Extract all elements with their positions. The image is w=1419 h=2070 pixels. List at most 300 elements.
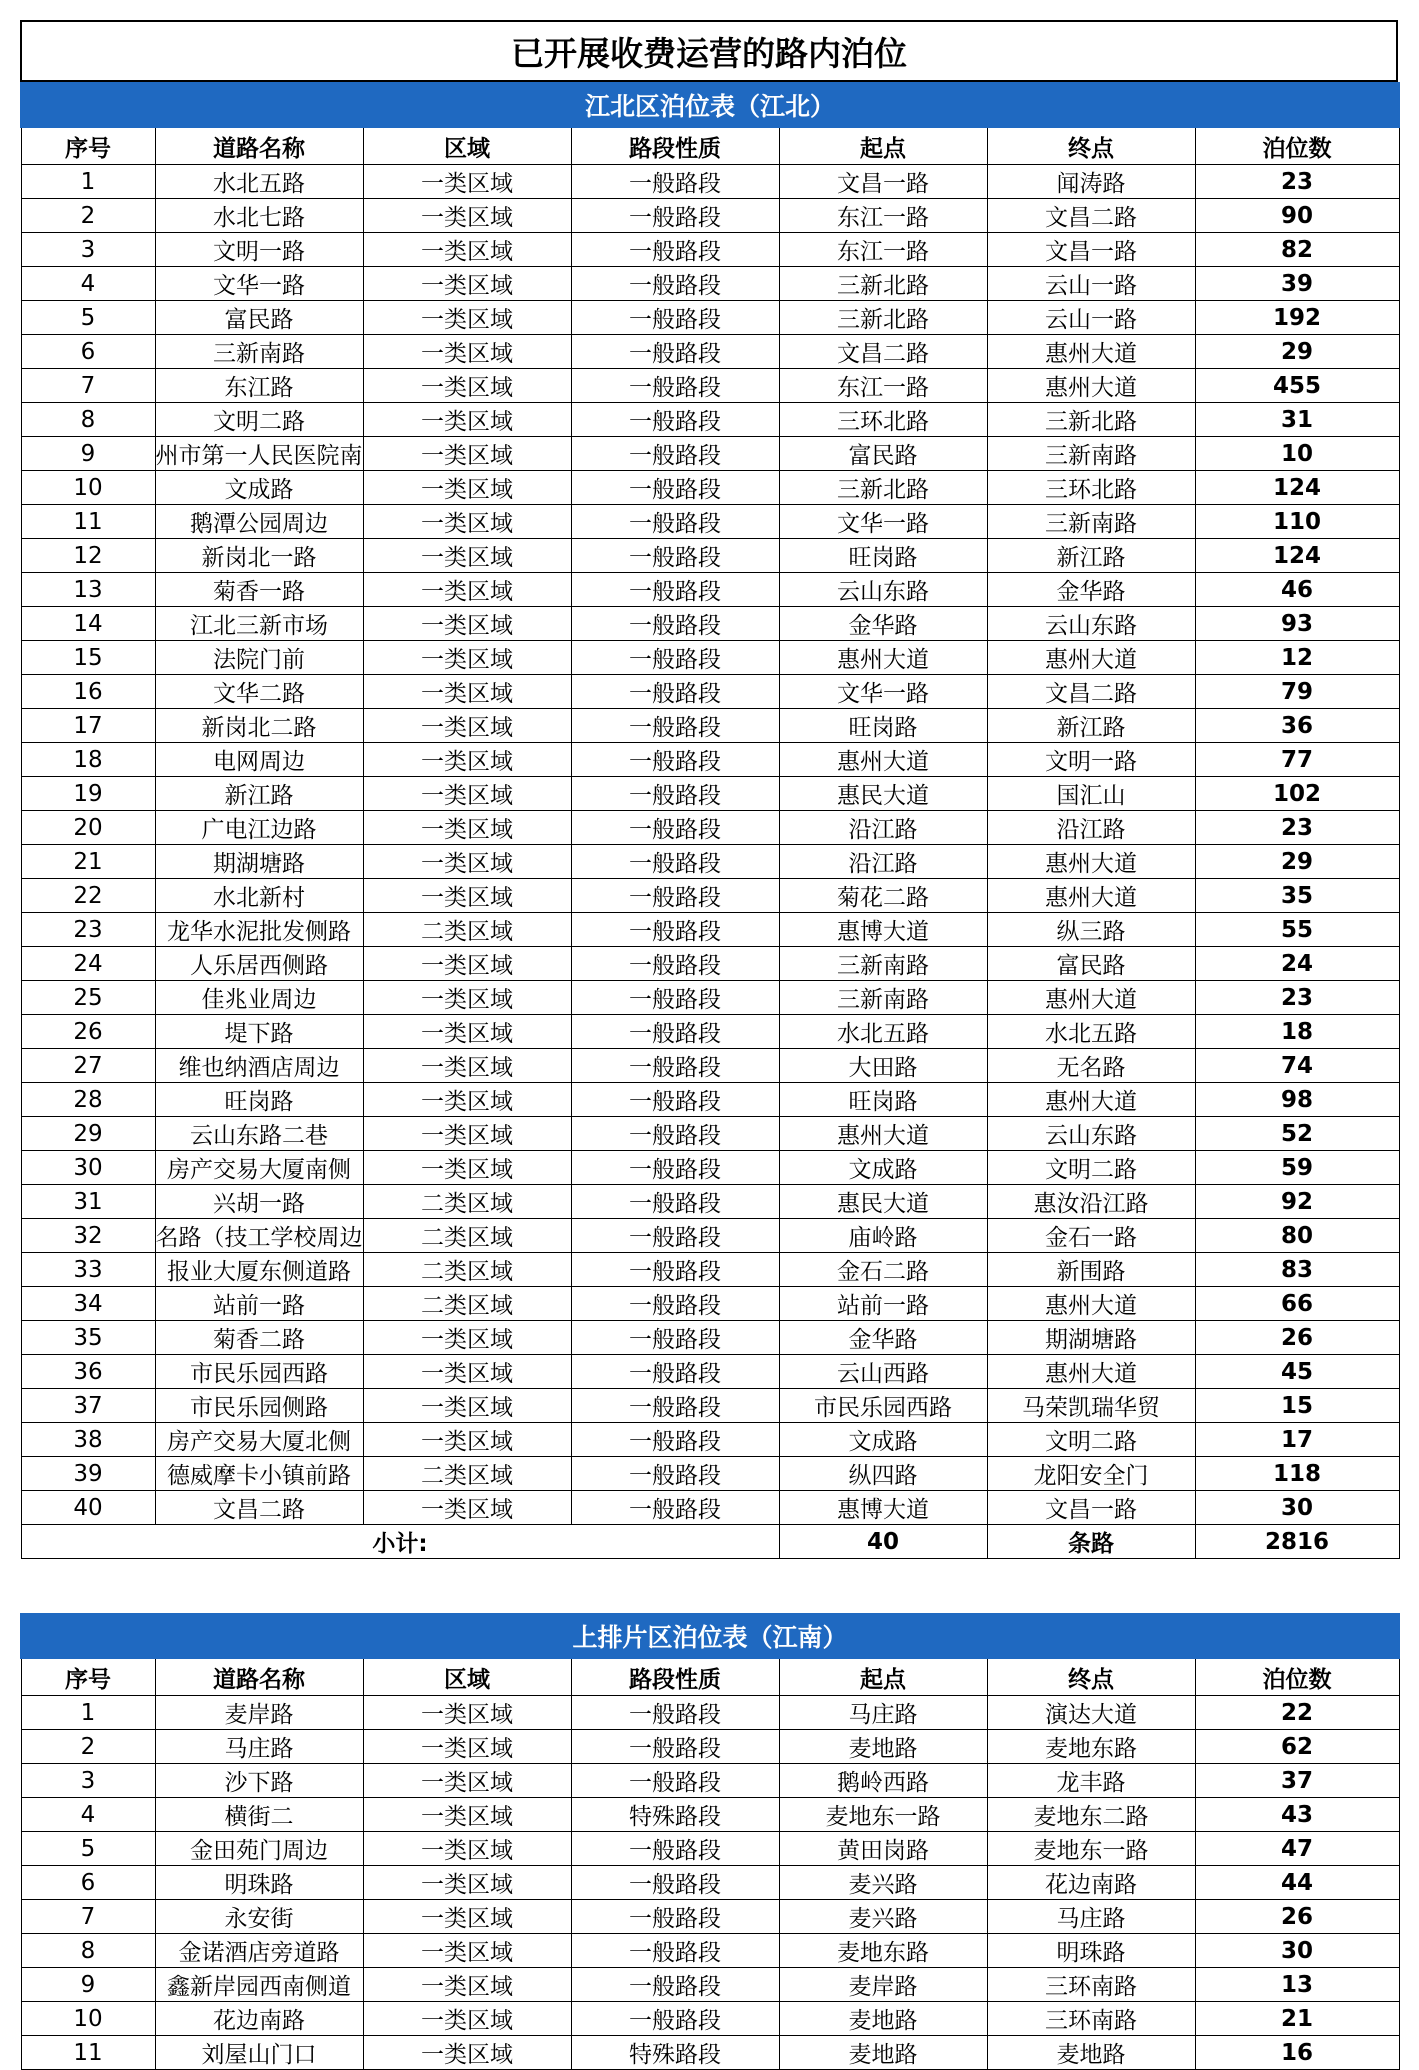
cell-start: 惠博大道 — [779, 1491, 987, 1525]
cell-index: 26 — [21, 1015, 155, 1049]
cell-index: 3 — [21, 233, 155, 267]
cell-zone: 二类区域 — [363, 913, 571, 947]
cell-segment-type: 一般路段 — [571, 1389, 779, 1423]
cell-start: 惠博大道 — [779, 913, 987, 947]
cell-end: 惠州大道 — [987, 845, 1195, 879]
cell-road-name: 水北五路 — [155, 165, 363, 199]
cell-berths: 55 — [1195, 913, 1399, 947]
table-row — [21, 1355, 1399, 1389]
cell-berths: 124 — [1195, 539, 1399, 573]
cell-berths: 77 — [1195, 743, 1399, 777]
cell-index: 13 — [21, 573, 155, 607]
cell-segment-type: 一般路段 — [571, 505, 779, 539]
cell-zone: 一类区域 — [363, 165, 571, 199]
cell-segment-type: 一般路段 — [571, 437, 779, 471]
cell-zone: 二类区域 — [363, 1253, 571, 1287]
cell-end: 新江路 — [987, 709, 1195, 743]
cell-berths: 22 — [1195, 1696, 1399, 1730]
cell-zone: 一类区域 — [363, 743, 571, 777]
cell-segment-type: 一般路段 — [571, 1117, 779, 1151]
cell-end: 惠州大道 — [987, 981, 1195, 1015]
cell-start: 金华路 — [779, 1321, 987, 1355]
cell-segment-type: 一般路段 — [571, 165, 779, 199]
cell-end: 三环南路 — [987, 1968, 1195, 2002]
cell-segment-type: 一般路段 — [571, 641, 779, 675]
table-row — [21, 1866, 1399, 1900]
table-row — [21, 1117, 1399, 1151]
cell-road-name: 马庄路 — [155, 1730, 363, 1764]
cell-end: 三新北路 — [987, 403, 1195, 437]
cell-road-name: 沙下路 — [155, 1764, 363, 1798]
cell-segment-type: 一般路段 — [571, 811, 779, 845]
cell-berths: 10 — [1195, 437, 1399, 471]
cell-index: 40 — [21, 1491, 155, 1525]
cell-index: 32 — [21, 1219, 155, 1253]
cell-segment-type: 一般路段 — [571, 2002, 779, 2036]
cell-segment-type: 一般路段 — [571, 1049, 779, 1083]
cell-zone: 一类区域 — [363, 1049, 571, 1083]
cell-start: 麦地东路 — [779, 1934, 987, 1968]
cell-berths: 52 — [1195, 1117, 1399, 1151]
cell-road-name: 维也纳酒店周边 — [155, 1049, 363, 1083]
cell-index: 19 — [21, 777, 155, 811]
cell-segment-type: 一般路段 — [571, 709, 779, 743]
cell-zone: 一类区域 — [363, 1968, 571, 2002]
cell-segment-type: 一般路段 — [571, 913, 779, 947]
cell-road-name: 菊香二路 — [155, 1321, 363, 1355]
cell-berths: 21 — [1195, 2002, 1399, 2036]
cell-berths: 37 — [1195, 1764, 1399, 1798]
cell-road-name: 水北七路 — [155, 199, 363, 233]
cell-end: 惠州大道 — [987, 1083, 1195, 1117]
cell-zone: 一类区域 — [363, 1423, 571, 1457]
cell-road-name: 鹅潭公园周边 — [155, 505, 363, 539]
cell-road-name: 州市第一人民医院南 — [155, 437, 363, 471]
cell-end: 龙丰路 — [987, 1764, 1195, 1798]
cell-index: 8 — [21, 1934, 155, 1968]
cell-start: 旺岗路 — [779, 1083, 987, 1117]
cell-end: 文明一路 — [987, 743, 1195, 777]
cell-index: 35 — [21, 1321, 155, 1355]
cell-end: 马庄路 — [987, 1900, 1195, 1934]
cell-index: 4 — [21, 1798, 155, 1832]
cell-end: 富民路 — [987, 947, 1195, 981]
cell-road-name: 市民乐园西路 — [155, 1355, 363, 1389]
cell-end: 文明二路 — [987, 1151, 1195, 1185]
cell-index: 18 — [21, 743, 155, 777]
cell-zone: 一类区域 — [363, 1015, 571, 1049]
cell-road-name: 三新南路 — [155, 335, 363, 369]
table-row — [21, 1253, 1399, 1287]
table-row — [21, 811, 1399, 845]
cell-segment-type: 一般路段 — [571, 1968, 779, 2002]
cell-road-name: 文昌二路 — [155, 1491, 363, 1525]
cell-index: 34 — [21, 1287, 155, 1321]
cell-road-name: 报业大厦东侧道路 — [155, 1253, 363, 1287]
cell-index: 2 — [21, 199, 155, 233]
cell-index: 25 — [21, 981, 155, 1015]
cell-berths: 44 — [1195, 1866, 1399, 1900]
cell-start: 三新南路 — [779, 947, 987, 981]
table-row — [21, 1798, 1399, 1832]
cell-end: 花边南路 — [987, 1866, 1195, 1900]
cell-road-name: 兴胡一路 — [155, 1185, 363, 1219]
table-row — [21, 539, 1399, 573]
cell-start: 庙岭路 — [779, 1219, 987, 1253]
table-row — [21, 709, 1399, 743]
cell-berths: 35 — [1195, 879, 1399, 913]
cell-road-name: 市民乐园侧路 — [155, 1389, 363, 1423]
cell-zone: 一类区域 — [363, 641, 571, 675]
cell-start: 站前一路 — [779, 1287, 987, 1321]
cell-berths: 12 — [1195, 641, 1399, 675]
cell-road-name: 站前一路 — [155, 1287, 363, 1321]
table-row — [21, 165, 1399, 199]
cell-index: 38 — [21, 1423, 155, 1457]
cell-berths: 90 — [1195, 199, 1399, 233]
cell-zone: 一类区域 — [363, 1083, 571, 1117]
cell-road-name: 云山东路二巷 — [155, 1117, 363, 1151]
cell-berths: 92 — [1195, 1185, 1399, 1219]
cell-zone: 一类区域 — [363, 1117, 571, 1151]
table-row — [21, 2036, 1399, 2070]
cell-index: 21 — [21, 845, 155, 879]
cell-zone: 一类区域 — [363, 505, 571, 539]
cell-start: 惠民大道 — [779, 1185, 987, 1219]
cell-zone: 二类区域 — [363, 1185, 571, 1219]
cell-end: 文明二路 — [987, 1423, 1195, 1457]
cell-start: 麦岸路 — [779, 1968, 987, 2002]
cell-end: 三新南路 — [987, 505, 1195, 539]
cell-end: 文昌一路 — [987, 233, 1195, 267]
cell-berths: 13 — [1195, 1968, 1399, 2002]
cell-end: 惠汝沿江路 — [987, 1185, 1195, 1219]
cell-start: 三环北路 — [779, 403, 987, 437]
cell-segment-type: 一般路段 — [571, 1491, 779, 1525]
cell-index: 33 — [21, 1253, 155, 1287]
cell-segment-type: 一般路段 — [571, 675, 779, 709]
cell-start: 文成路 — [779, 1423, 987, 1457]
cell-segment-type: 一般路段 — [571, 1151, 779, 1185]
cell-berths: 118 — [1195, 1457, 1399, 1491]
table-row — [21, 437, 1399, 471]
cell-start: 文华一路 — [779, 505, 987, 539]
col-header-zone: 区域 — [363, 1658, 571, 1696]
cell-zone: 一类区域 — [363, 1491, 571, 1525]
cell-zone: 一类区域 — [363, 539, 571, 573]
cell-index: 31 — [21, 1185, 155, 1219]
cell-index: 28 — [21, 1083, 155, 1117]
cell-end: 新江路 — [987, 539, 1195, 573]
table-banner: 上排片区泊位表（江南） — [21, 1614, 1399, 1658]
cell-start: 文昌二路 — [779, 335, 987, 369]
cell-index: 11 — [21, 2036, 155, 2070]
cell-zone: 一类区域 — [363, 1798, 571, 1832]
cell-berths: 26 — [1195, 1900, 1399, 1934]
cell-end: 沿江路 — [987, 811, 1195, 845]
cell-end: 文昌一路 — [987, 1491, 1195, 1525]
cell-start: 麦地路 — [779, 2002, 987, 2036]
cell-index: 7 — [21, 1900, 155, 1934]
cell-index: 22 — [21, 879, 155, 913]
cell-index: 11 — [21, 505, 155, 539]
cell-start: 麦兴路 — [779, 1900, 987, 1934]
cell-segment-type: 一般路段 — [571, 1696, 779, 1730]
cell-berths: 24 — [1195, 947, 1399, 981]
col-header-start: 起点 — [779, 127, 987, 165]
cell-end: 惠州大道 — [987, 1287, 1195, 1321]
table-row — [21, 675, 1399, 709]
table-row — [21, 199, 1399, 233]
cell-zone: 一类区域 — [363, 267, 571, 301]
cell-zone: 一类区域 — [363, 675, 571, 709]
table-row — [21, 267, 1399, 301]
shangpai-parking-table — [20, 1613, 1400, 2070]
cell-start: 麦地路 — [779, 1730, 987, 1764]
cell-segment-type: 一般路段 — [571, 573, 779, 607]
cell-start: 富民路 — [779, 437, 987, 471]
cell-segment-type: 一般路段 — [571, 1423, 779, 1457]
table-row — [21, 743, 1399, 777]
cell-start: 文成路 — [779, 1151, 987, 1185]
table-row — [21, 913, 1399, 947]
cell-berths: 59 — [1195, 1151, 1399, 1185]
cell-segment-type: 一般路段 — [571, 403, 779, 437]
cell-segment-type: 一般路段 — [571, 539, 779, 573]
cell-road-name: 电网周边 — [155, 743, 363, 777]
cell-zone: 一类区域 — [363, 573, 571, 607]
cell-index: 30 — [21, 1151, 155, 1185]
cell-road-name: 金田苑门周边 — [155, 1832, 363, 1866]
cell-start: 文昌一路 — [779, 165, 987, 199]
cell-index: 4 — [21, 267, 155, 301]
col-header-index: 序号 — [21, 127, 155, 165]
cell-road-name: 名路（技工学校周边 — [155, 1219, 363, 1253]
cell-berths: 15 — [1195, 1389, 1399, 1423]
cell-end: 惠州大道 — [987, 1355, 1195, 1389]
cell-end: 云山东路 — [987, 607, 1195, 641]
cell-start: 马庄路 — [779, 1696, 987, 1730]
cell-road-name: 文成路 — [155, 471, 363, 505]
cell-end: 演达大道 — [987, 1696, 1195, 1730]
cell-road-name: 刘屋山门口 — [155, 2036, 363, 2070]
cell-road-name: 文明二路 — [155, 403, 363, 437]
col-header-road: 道路名称 — [155, 127, 363, 165]
cell-berths: 36 — [1195, 709, 1399, 743]
cell-berths: 23 — [1195, 811, 1399, 845]
table-row — [21, 369, 1399, 403]
cell-start: 东江一路 — [779, 369, 987, 403]
col-header-berths: 泊位数 — [1195, 127, 1399, 165]
cell-zone: 一类区域 — [363, 1151, 571, 1185]
cell-segment-type: 一般路段 — [571, 777, 779, 811]
cell-berths: 62 — [1195, 1730, 1399, 1764]
cell-segment-type: 一般路段 — [571, 1355, 779, 1389]
cell-berths: 110 — [1195, 505, 1399, 539]
cell-end: 文昌二路 — [987, 675, 1195, 709]
cell-segment-type: 一般路段 — [571, 1015, 779, 1049]
cell-zone: 一类区域 — [363, 233, 571, 267]
cell-road-name: 人乐居西侧路 — [155, 947, 363, 981]
table-row — [21, 1900, 1399, 1934]
cell-berths: 31 — [1195, 403, 1399, 437]
col-header-segment-type: 路段性质 — [571, 127, 779, 165]
cell-berths: 192 — [1195, 301, 1399, 335]
cell-index: 27 — [21, 1049, 155, 1083]
table-row — [21, 1083, 1399, 1117]
cell-segment-type: 一般路段 — [571, 845, 779, 879]
cell-end: 惠州大道 — [987, 335, 1195, 369]
cell-start: 三新北路 — [779, 471, 987, 505]
cell-index: 10 — [21, 2002, 155, 2036]
cell-index: 14 — [21, 607, 155, 641]
table-row — [21, 1696, 1399, 1730]
col-header-end: 终点 — [987, 127, 1195, 165]
cell-zone: 二类区域 — [363, 1457, 571, 1491]
cell-start: 纵四路 — [779, 1457, 987, 1491]
cell-zone: 一类区域 — [363, 947, 571, 981]
col-header-end: 终点 — [987, 1658, 1195, 1696]
cell-start: 菊花二路 — [779, 879, 987, 913]
cell-zone: 一类区域 — [363, 1321, 571, 1355]
subtotal-total: 2816 — [1195, 1525, 1399, 1559]
cell-road-name: 期湖塘路 — [155, 845, 363, 879]
cell-berths: 93 — [1195, 607, 1399, 641]
cell-road-name: 新江路 — [155, 777, 363, 811]
cell-end: 新围路 — [987, 1253, 1195, 1287]
cell-segment-type: 一般路段 — [571, 1083, 779, 1117]
cell-start: 惠民大道 — [779, 777, 987, 811]
cell-end: 三环南路 — [987, 2002, 1195, 2036]
cell-segment-type: 一般路段 — [571, 1764, 779, 1798]
cell-start: 黄田岗路 — [779, 1832, 987, 1866]
subtotal-count: 40 — [779, 1525, 987, 1559]
subtotal-unit: 条路 — [987, 1525, 1195, 1559]
cell-road-name: 房产交易大厦南侧 — [155, 1151, 363, 1185]
table-row — [21, 505, 1399, 539]
table-row — [21, 1015, 1399, 1049]
cell-road-name: 房产交易大厦北侧 — [155, 1423, 363, 1457]
table-row — [21, 573, 1399, 607]
cell-start: 麦地路 — [779, 2036, 987, 2070]
cell-berths: 47 — [1195, 1832, 1399, 1866]
cell-end: 纵三路 — [987, 913, 1195, 947]
cell-end: 无名路 — [987, 1049, 1195, 1083]
cell-index: 12 — [21, 539, 155, 573]
table-row — [21, 1457, 1399, 1491]
cell-segment-type: 一般路段 — [571, 879, 779, 913]
cell-zone: 一类区域 — [363, 607, 571, 641]
table-row — [21, 1832, 1399, 1866]
cell-road-name: 新岗北二路 — [155, 709, 363, 743]
cell-index: 15 — [21, 641, 155, 675]
cell-index: 1 — [21, 165, 155, 199]
cell-index: 20 — [21, 811, 155, 845]
cell-index: 2 — [21, 1730, 155, 1764]
cell-zone: 一类区域 — [363, 1389, 571, 1423]
col-header-zone: 区域 — [363, 127, 571, 165]
cell-zone: 一类区域 — [363, 709, 571, 743]
table-row — [21, 1764, 1399, 1798]
cell-index: 16 — [21, 675, 155, 709]
cell-index: 9 — [21, 1968, 155, 2002]
cell-segment-type: 一般路段 — [571, 199, 779, 233]
cell-end: 惠州大道 — [987, 369, 1195, 403]
cell-berths: 26 — [1195, 1321, 1399, 1355]
cell-segment-type: 一般路段 — [571, 335, 779, 369]
cell-segment-type: 一般路段 — [571, 1321, 779, 1355]
cell-zone: 一类区域 — [363, 1900, 571, 1934]
cell-road-name: 文华一路 — [155, 267, 363, 301]
cell-berths: 30 — [1195, 1934, 1399, 1968]
table-row — [21, 1321, 1399, 1355]
table-row — [21, 1287, 1399, 1321]
cell-zone: 一类区域 — [363, 199, 571, 233]
cell-zone: 二类区域 — [363, 1287, 571, 1321]
cell-berths: 43 — [1195, 1798, 1399, 1832]
cell-index: 17 — [21, 709, 155, 743]
cell-segment-type: 一般路段 — [571, 947, 779, 981]
cell-start: 惠州大道 — [779, 743, 987, 777]
cell-index: 6 — [21, 335, 155, 369]
table-row — [21, 2002, 1399, 2036]
col-header-segment-type: 路段性质 — [571, 1658, 779, 1696]
cell-berths: 124 — [1195, 471, 1399, 505]
cell-zone: 一类区域 — [363, 2036, 571, 2070]
cell-berths: 46 — [1195, 573, 1399, 607]
cell-index: 1 — [21, 1696, 155, 1730]
cell-segment-type: 一般路段 — [571, 267, 779, 301]
table-row — [21, 233, 1399, 267]
jiangbei-parking-table — [20, 82, 1400, 1559]
table-row — [21, 1968, 1399, 2002]
table-row — [21, 403, 1399, 437]
table-row — [21, 1730, 1399, 1764]
cell-start: 大田路 — [779, 1049, 987, 1083]
cell-segment-type: 一般路段 — [571, 1730, 779, 1764]
cell-zone: 一类区域 — [363, 1696, 571, 1730]
cell-segment-type: 特殊路段 — [571, 2036, 779, 2070]
cell-index: 23 — [21, 913, 155, 947]
cell-segment-type: 一般路段 — [571, 1934, 779, 1968]
cell-end: 三新南路 — [987, 437, 1195, 471]
cell-end: 闻涛路 — [987, 165, 1195, 199]
cell-start: 惠州大道 — [779, 1117, 987, 1151]
cell-end: 金石一路 — [987, 1219, 1195, 1253]
cell-zone: 一类区域 — [363, 1934, 571, 1968]
cell-index: 8 — [21, 403, 155, 437]
cell-road-name: 龙华水泥批发侧路 — [155, 913, 363, 947]
subtotal-label: 小计: — [21, 1525, 779, 1559]
cell-segment-type: 一般路段 — [571, 369, 779, 403]
cell-berths: 17 — [1195, 1423, 1399, 1457]
cell-road-name: 佳兆业周边 — [155, 981, 363, 1015]
cell-start: 东江一路 — [779, 233, 987, 267]
cell-road-name: 横街二 — [155, 1798, 363, 1832]
cell-start: 东江一路 — [779, 199, 987, 233]
cell-segment-type: 一般路段 — [571, 233, 779, 267]
subtotal-row — [21, 1525, 1399, 1559]
cell-start: 鹅岭西路 — [779, 1764, 987, 1798]
cell-berths: 29 — [1195, 335, 1399, 369]
cell-end: 惠州大道 — [987, 641, 1195, 675]
table-row — [21, 981, 1399, 1015]
cell-end: 惠州大道 — [987, 879, 1195, 913]
cell-index: 29 — [21, 1117, 155, 1151]
cell-road-name: 江北三新市场 — [155, 607, 363, 641]
cell-start: 文华一路 — [779, 675, 987, 709]
cell-berths: 80 — [1195, 1219, 1399, 1253]
